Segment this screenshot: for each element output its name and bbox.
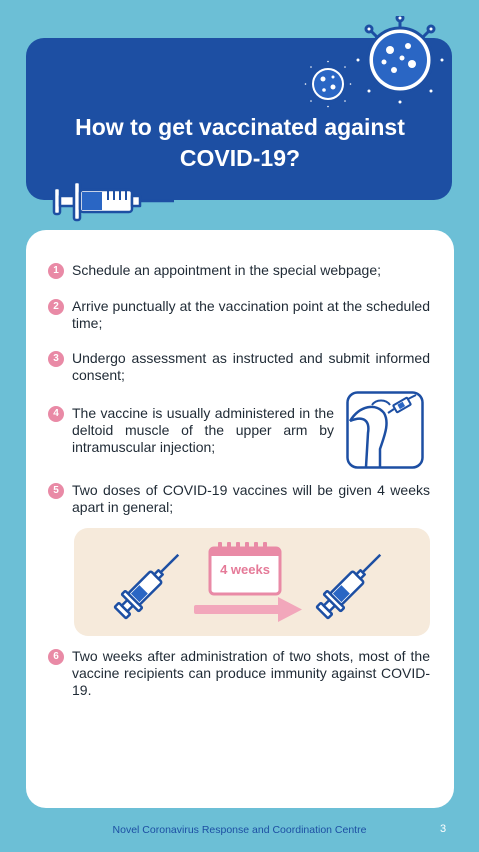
virus-icon — [356, 16, 444, 104]
step-text: The vaccine is usually administered in the deltoid muscle of the upper arm by intramuscular injection; — [72, 405, 334, 455]
step-number: 2 — [48, 299, 64, 315]
step-number: 5 — [48, 483, 64, 499]
step-3 — [48, 350, 432, 386]
step-text: Schedule an appointment in the special webpage; — [72, 262, 381, 278]
syringe-icon — [312, 544, 392, 622]
syringe-icon — [52, 176, 176, 226]
step-number: 1 — [48, 263, 64, 279]
step-number: 4 — [48, 406, 64, 422]
page-title: How to get vaccinated against COVID-19? — [75, 114, 405, 171]
arrow-right-icon — [194, 596, 304, 622]
step-5 — [48, 482, 432, 518]
arm-injection-icon — [346, 391, 424, 469]
syringe-icon — [110, 544, 190, 622]
step-number: 6 — [48, 649, 64, 665]
step-text: Undergo assessment as instructed and submit informed consent; — [72, 350, 430, 383]
page-number: 3 — [440, 823, 447, 835]
timeline-label: 4 weeks — [220, 562, 270, 577]
step-4 — [48, 405, 338, 459]
step-1 — [48, 262, 432, 282]
step-text: Arrive punctually at the vaccination point at the scheduled time; — [72, 298, 430, 331]
footer-organization: Novel Coronavirus Response and Coordination Centre — [112, 824, 367, 836]
virus-icon — [304, 60, 352, 108]
step-text: Two weeks after administration of two shots, most of the vaccine recipients can produce immunity against COVID-19. — [72, 648, 430, 698]
step-6 — [48, 648, 432, 702]
step-2 — [48, 298, 432, 334]
step-number: 3 — [48, 351, 64, 367]
step-text: Two doses of COVID-19 vaccines will be given 4 weeks apart in general; — [72, 482, 430, 515]
